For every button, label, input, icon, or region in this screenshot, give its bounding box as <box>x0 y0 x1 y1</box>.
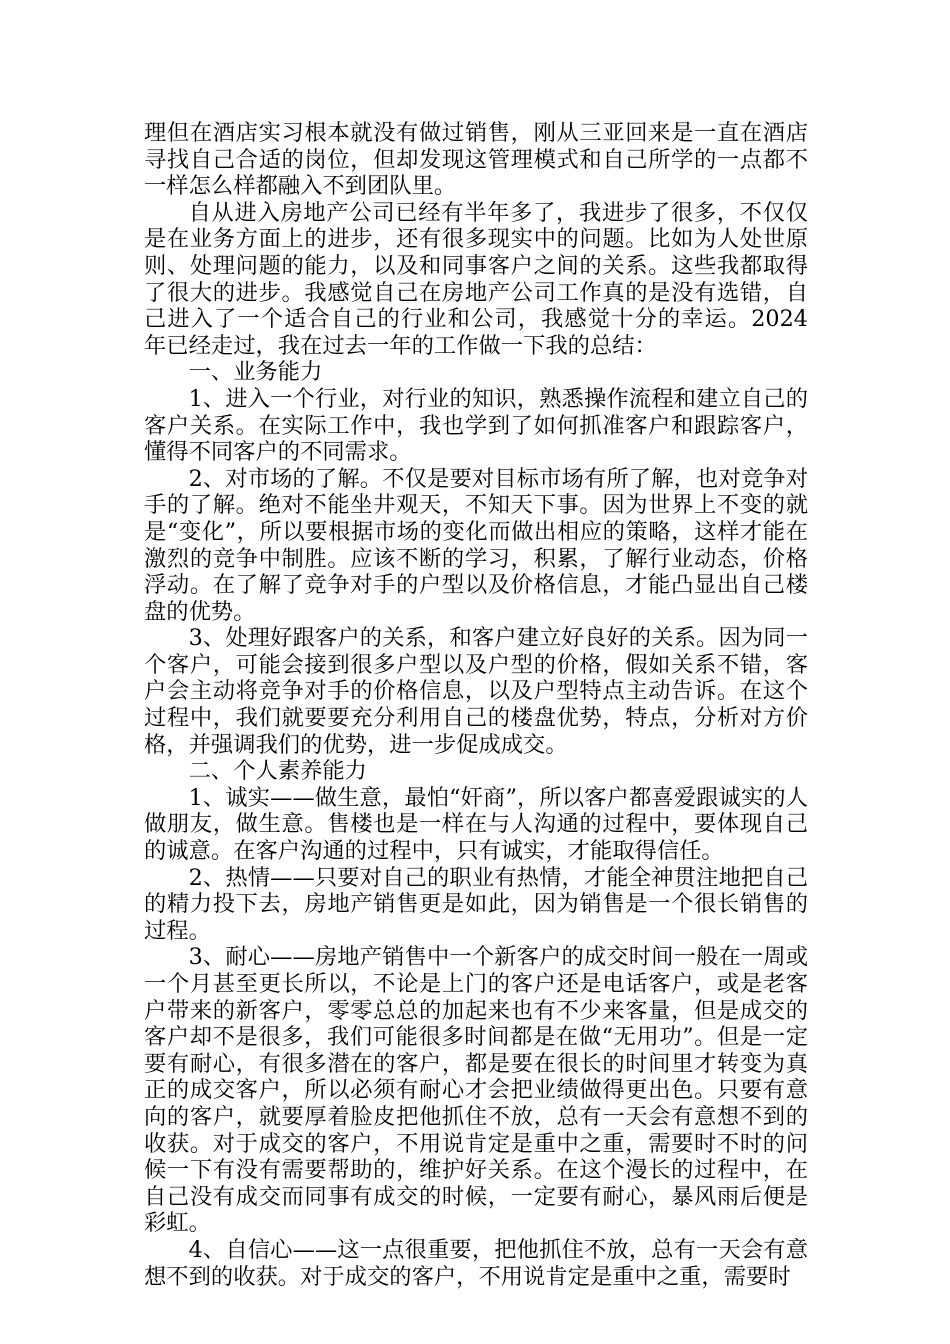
paragraph-intro-continuation: 理但在酒店实习根本就没有做过销售，刚从三亚回来是一直在酒店寻找自己合适的岗位，但却发现这管理模式和自己所学的一点都不一样怎么样都融入不到团队里。 <box>144 120 808 200</box>
paragraph-quality-honesty: 1、诚实——做生意，最怕“奸商”，所以客户都喜爱跟诚实的人做朋友，做生意。售楼也是一样在与人沟通的过程中，要体现自己的诚意。在客户沟通的过程中，只有诚实，才能取得信任。 <box>144 784 809 865</box>
paragraph-quality-confidence: 4、自信心——这一点很重要，把他抓住不放，总有一天会有意想不到的收获。对于成交的客户，不用说肯定是重中之重，需要时 <box>144 1236 808 1290</box>
paragraph-business-item-3: 3、处理好跟客户的关系，和客户建立好良好的关系。因为同一个客户，可能会接到很多户型以及户型的价格，假如关系不错，客户会主动将竞争对手的价格信息，以及户型特点主动告诉。在这个过程中，我们就要要充分利用自己的楼盘优势，特点，分析对方价格，并强调我们的优势，进一步促成成交。 <box>144 625 808 758</box>
paragraph-business-item-2: 2、对市场的了解。不仅是要对目标市场有所了解，也对竞争对手的了解。绝对不能坐井观天，不知天下事。因为世界上不变的就是“变化”，所以要根据市场的变化而做出相应的策略，这样才能在激烈的竞争中制胜。应该不断的学习，积累，了解行业动态，价格浮动。在了解了竞争对手的户型以及价格信息，才能凸显出自己楼盘的优势。 <box>144 465 808 625</box>
paragraph-business-item-1: 1、进入一个行业，对行业的知识，熟悉操作流程和建立自己的客户关系。在实际工作中，我也学到了如何抓准客户和跟踪客户，懂得不同客户的不同需求。 <box>144 385 808 466</box>
paragraph-quality-passion: 2、热情——只要对自己的职业有热情，才能全神贯注地把自己的精力投下去，房地产销售更是如此，因为销售是一个很长销售的过程。 <box>144 864 808 944</box>
section-heading-personal-quality: 二、个人素养能力 <box>188 758 367 785</box>
document-body <box>144 120 808 1290</box>
section-heading-business-ability: 一、业务能力 <box>188 359 323 386</box>
paragraph-quality-patience: 3、耐心——房地产销售中一个新客户的成交时间一般在一周或一个月甚至更长所以，不论是上门的客户还是电话客户，或是老客户带来的新客户，零零总总的加起来也有不少来客量，但是成交的客户却不是很多，我们可能很多时间都是在做“无用功”。但是一定要有耐心，有很多潜在的客户，都是要在很长的时间里才转变为真正的成交客户，所以必须有耐心才会把业绩做得更出色。只要有意向的客户，就要厚着脸皮把他抓住不放，总有一天会有意想不到的收获。对于成交的客户，不用说肯定是重中之重，需要时不时的问候一下有没有需要帮助的，维护好关系。在这个漫长的过程中，在自己没有成交而同事有成交的时候，一定要有耐心，暴风雨后便是彩虹。 <box>144 944 808 1237</box>
paragraph-summary-intro: 自从进入房地产公司已经有半年多了，我进步了很多，不仅仅是在业务方面上的进步，还有很多现实中的问题。比如为人处世原则、处理问题的能力，以及和同事客户之间的关系。这些我都取得了很大的进步。我感觉自己在房地产公司工作真的是没有选错，自己进入了一个适合自己的行业和公司，我感觉十分的幸运。2024 年已经走过，我在过去一年的工作做一下我的总结： <box>144 199 808 359</box>
